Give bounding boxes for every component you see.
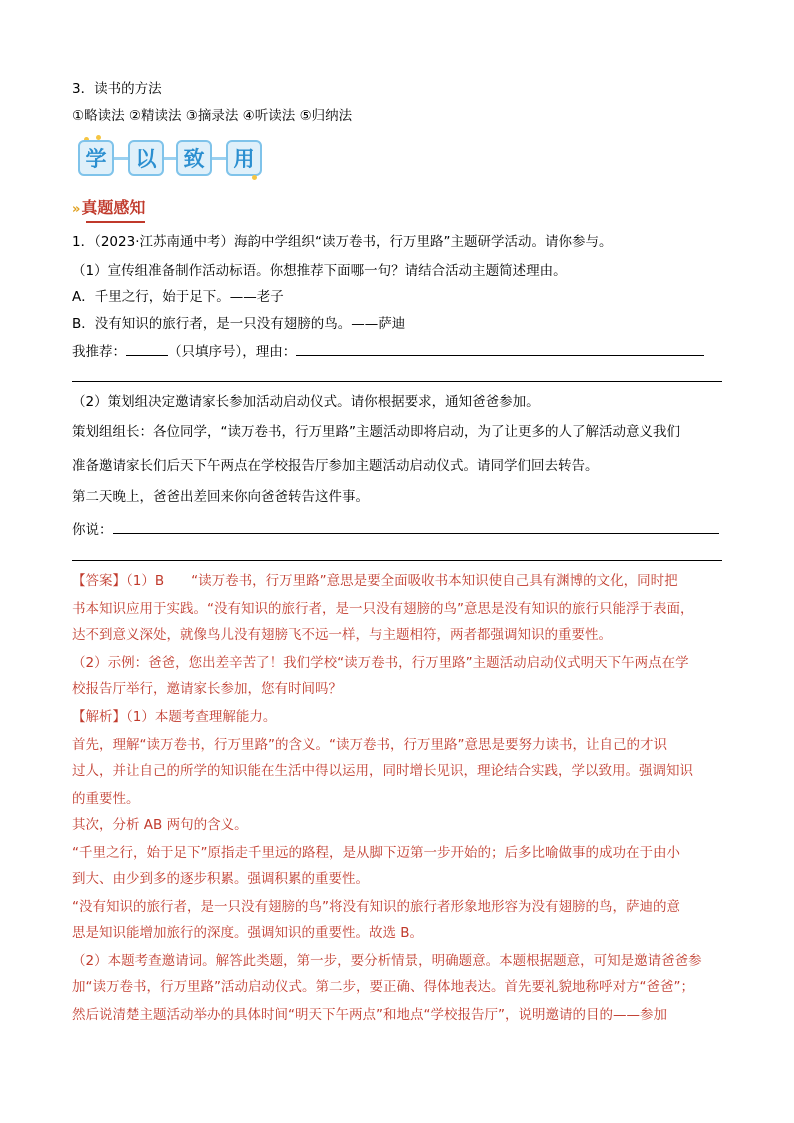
analysis-line-5: 其次，分析 AB 两句的含义。 (72, 817, 248, 833)
answer-line-2: 书本知识应用于实践。“没有知识的旅行者，是一只没有翅膀的鸟”意思是没有知识的旅行只能浮于表面， (72, 601, 694, 617)
you-say-label: 你说： (72, 522, 113, 538)
answer-line-5: 校报告厅举行，邀请家长参加，您有时间吗？ (72, 681, 342, 697)
answer-text: （1）B “读万卷书，行万里路”意思是要全面吸收书本知识使自己具有渊博的文化，同时把 (126, 573, 678, 589)
banner-char: 用 (226, 140, 262, 176)
answer-label: 【答案】 (72, 573, 126, 589)
analysis-line-7: 到大、由少到多的逐步积累。强调积累的重要性。 (72, 871, 369, 887)
you-say-line (72, 519, 719, 540)
analysis-line-3: 过人，并让自己的所学的知识能在生活中得以运用，同时增长见识，理论结合实践，学以致用。强调知识 (72, 763, 693, 779)
answer-line-1 (72, 571, 678, 591)
question-part-2: （2）策划组决定邀请家长参加活动启动仪式。请你根据要求，通知爸爸参加。 (72, 394, 540, 410)
analysis-line-10: （2）本题考查邀请词。解答此类题，第一步，要分析情景，明确题意。本题根据题意，可知是邀请爸爸参 (72, 953, 702, 969)
analysis-line-1 (72, 707, 276, 727)
option-a: A．千里之行，始于足下。——老子 (72, 289, 284, 305)
banner-char: 学 (78, 140, 114, 176)
reading-methods: ①略读法 ②精读法 ③摘录法 ④听读法 ⑤归纳法 (72, 108, 353, 124)
heading-underline (86, 221, 145, 223)
analysis-line-12: 然后说清楚主题活动举办的具体时间“明天下午两点”和地点“学校报告厅”，说明邀请的目的——参加 (72, 1007, 667, 1023)
analysis-line-11: 加“读万卷书，行万里路”活动启动仪式。第二步，要正确、得体地表达。首先要礼貌地称呼对方“爸爸”； (72, 979, 694, 995)
double-chevron-icon: » (72, 202, 78, 217)
reason-blank[interactable] (296, 341, 704, 356)
notice-line-2: 准备邀请家长们后天下午两点在学校报告厅参加主题活动启动仪式。请同学们回去转告。 (72, 458, 599, 474)
section-heading (72, 197, 145, 221)
answer-line[interactable] (72, 381, 722, 382)
analysis-line-4: 的重要性。 (72, 791, 140, 807)
study-apply-banner (76, 137, 266, 181)
answer-line-4: （2）示例：爸爸，您出差辛苦了！我们学校“读万卷书，行万里路”主题活动启动仪式明天下午两点在学 (72, 655, 689, 671)
heading-text: 真题感知 (81, 198, 146, 217)
recommend-mid: （只填序号），理由： (168, 344, 297, 360)
option-b: B．没有知识的旅行者，是一只没有翅膀的鸟。——萨迪 (72, 316, 406, 332)
section-title: 3．读书的方法 (72, 81, 162, 97)
answer-line[interactable] (72, 560, 722, 561)
analysis-line-8: “没有知识的旅行者，是一只没有翅膀的鸟”将没有知识的旅行者形象地形容为没有翅膀的鸟，萨迪的意 (72, 899, 680, 915)
analysis-line-2: 首先，理解“读万卷书，行万里路”的含义。“读万卷书，行万里路”意思是要努力读书，让自己的才识 (72, 737, 667, 753)
banner-char: 以 (128, 140, 164, 176)
decor-dot (252, 175, 257, 180)
banner-char: 致 (176, 140, 212, 176)
notice-line-1: 策划组组长：各位同学，“读万卷书，行万里路”主题活动即将启动，为了让更多的人了解活动意义我们 (72, 424, 680, 440)
answer-line-3: 达不到意义深处，就像鸟儿没有翅膀飞不远一样，与主题相符，两者都强调知识的重要性。 (72, 627, 612, 643)
recommend-line (72, 341, 704, 362)
analysis-line-6: “千里之行，始于足下”原指走千里远的路程，是从脚下迈第一步开始的；后多比喻做事的成功在于由小 (72, 845, 680, 861)
you-say-blank[interactable] (113, 519, 719, 534)
analysis-line-9: 思是知识能增加旅行的深度。强调知识的重要性。故选 B。 (72, 925, 424, 941)
question-part-1: （1）宣传组准备制作活动标语。你想推荐下面哪一句？请结合活动主题简述理由。 (72, 263, 567, 279)
analysis-text: （1）本题考查理解能力。 (126, 709, 277, 725)
choice-blank[interactable] (126, 341, 168, 356)
analysis-label: 【解析】 (72, 709, 126, 725)
question-stem: 1．（2023·江苏南通中考）海韵中学组织“读万卷书，行万里路”主题研学活动。请你参与。 (72, 234, 613, 250)
notice-line-3: 第二天晚上，爸爸出差回来你向爸爸转告这件事。 (72, 489, 369, 505)
recommend-prefix: 我推荐： (72, 344, 126, 360)
